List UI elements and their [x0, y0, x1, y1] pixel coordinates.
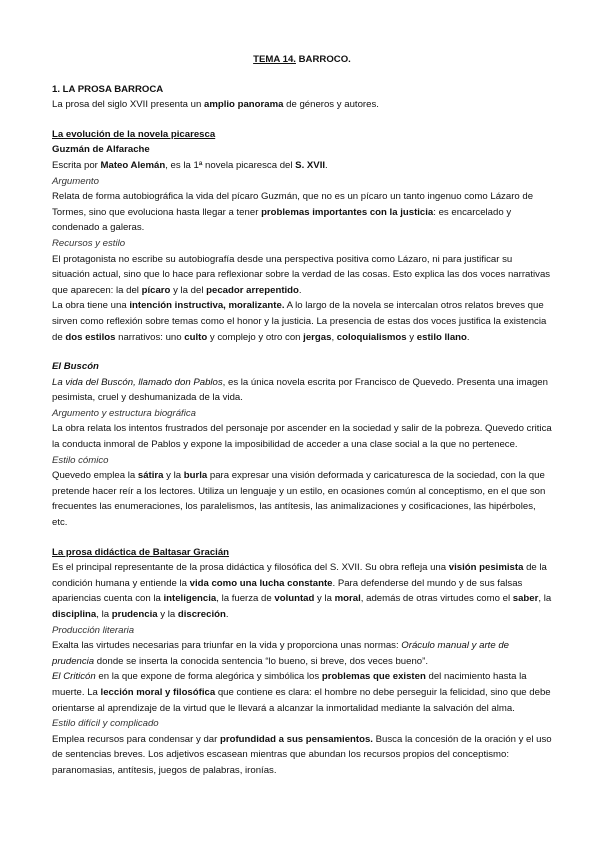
subheading-recursos: Recursos y estilo [52, 237, 126, 249]
buscon-estilo: Quevedo emplea la sátira y la burla para expresar una visión deformada y caricaturesca de la sociedad, con la que pretende hacer reír a los lectores. Utiliza un lenguaje y un estilo, en ocasiones común al conceptismo, en el que son frecuentes las enumeraciones, los paralelismos, las antítesis, las animalizaciones y cosificaciones, las hipérboles, etc. [52, 470, 546, 529]
section-heading-prosa-barroca: 1. LA PROSA BARROCA [52, 83, 164, 95]
work-title-guzman: Guzmán de Alfarache [52, 144, 150, 156]
buscon-intro: La vida del Buscón, llamado don Pablos, es la única novela escrita por Francisco de Quevedo. Presenta una imagen pesimista, cruel y deshumanizada de la vida. [52, 376, 548, 404]
subheading-estilo-dificil: Estilo difícil y complicado [52, 718, 159, 730]
guzman-argumento: Relata de forma autobiográfica la vida del pícaro Guzmán, que no es un pícaro un tanto ingenuo como Lázaro de Tormes, sino que evoluciona hasta llegar a tener problemas importantes con la justicia: es encarcelado y condenado a galeras. [52, 191, 534, 234]
subheading-argumento-biografica: Argumento y estructura biográfica [52, 407, 196, 419]
document-content [52, 52, 552, 779]
gracian-produccion-2: El Criticón en la que expone de forma alegórica y simbólica los problemas que existen del nacimiento hasta la muerte. La lección moral y filosófica que contiene es clara: el hombre no debe perseguir la felicidad, sino que debe orientarse al aprendizaje de la virtud que le llevará a alcanzar la inmortalidad mediante la salvación del alma. [52, 671, 551, 714]
gracian-intro: Es el principal representante de la prosa didáctica y filosófica del S. XVII. Su obra refleja una visión pesimista de la condición humana y entiende la vida como una lucha constante. Para defenderse del mundo y de sus falsas apariencias cuenta con la inteligencia, la fuerza de voluntad y la moral, además de otras virtudes como el saber, la disciplina, la prudencia y la discreción. [52, 562, 552, 620]
gracian-estilo: Emplea recursos para condensar y dar profundidad a sus pensamientos. Busca la concesión de la oración y el uso de sentencias breves. Los adjetivos escasean mientras que abundan los recursos propios del conceptismo: paranomasias, antítesis, juegos de palabras, ironías. [52, 733, 552, 776]
gracian-produccion-1: Exalta las virtudes necesarias para triunfar en la vida y proporciona unas normas: Oráculo manual y arte de prudencia donde se inserta la conocida sentencia “lo bueno, si breve, dos veces bueno”. [52, 640, 510, 667]
guzman-recursos-1: El protagonista no escribe su autobiografía desde una perspectiva positiva como Lázaro, ni para justificar su situación actual, sino que lo hace para reflexionar sobre la verdad de las cosas. Esto explica las dos voces narrativas que aparecen: la del pícaro y la del pecador arrepentido. [52, 253, 551, 296]
buscon-argumento: La obra relata los intentos frustrados del personaje por ascender en la sociedad y salir de la pobreza. Quevedo critica la conducta inmoral de Pablos y expone la imposibilidad de acceder a una clase social a la que no pertenece. [52, 423, 552, 451]
page-title: TEMA 14. BARROCO. [253, 54, 351, 65]
guzman-recursos-2: La obra tiene una intención instructiva, moralizante. A lo largo de la novela se intercalan otros relatos breves que sirven como reflexión sobre temas como el honor y la justicia. La presencia de estas dos voces justifica la existencia de dos estilos narrativos: uno culto y complejo y otro con jergas, coloquialismos y estilo llano. [52, 300, 547, 343]
heading-buscon: El Buscón [52, 361, 99, 373]
subheading-produccion: Producción literaria [52, 624, 135, 636]
guzman-author-line: Escrita por Mateo Alemán, es la 1ª novela picaresca del S. XVII. [52, 159, 328, 171]
heading-gracian: La prosa didáctica de Baltasar Gracián [52, 546, 230, 558]
heading-novela-picaresca: La evolución de la novela picaresca [52, 128, 216, 140]
subheading-estilo-comico: Estilo cómico [52, 454, 109, 466]
prosa-barroca-intro: La prosa del siglo XVII presenta un amplio panorama de géneros y autores. [52, 99, 379, 111]
subheading-argumento: Argumento [52, 175, 99, 187]
